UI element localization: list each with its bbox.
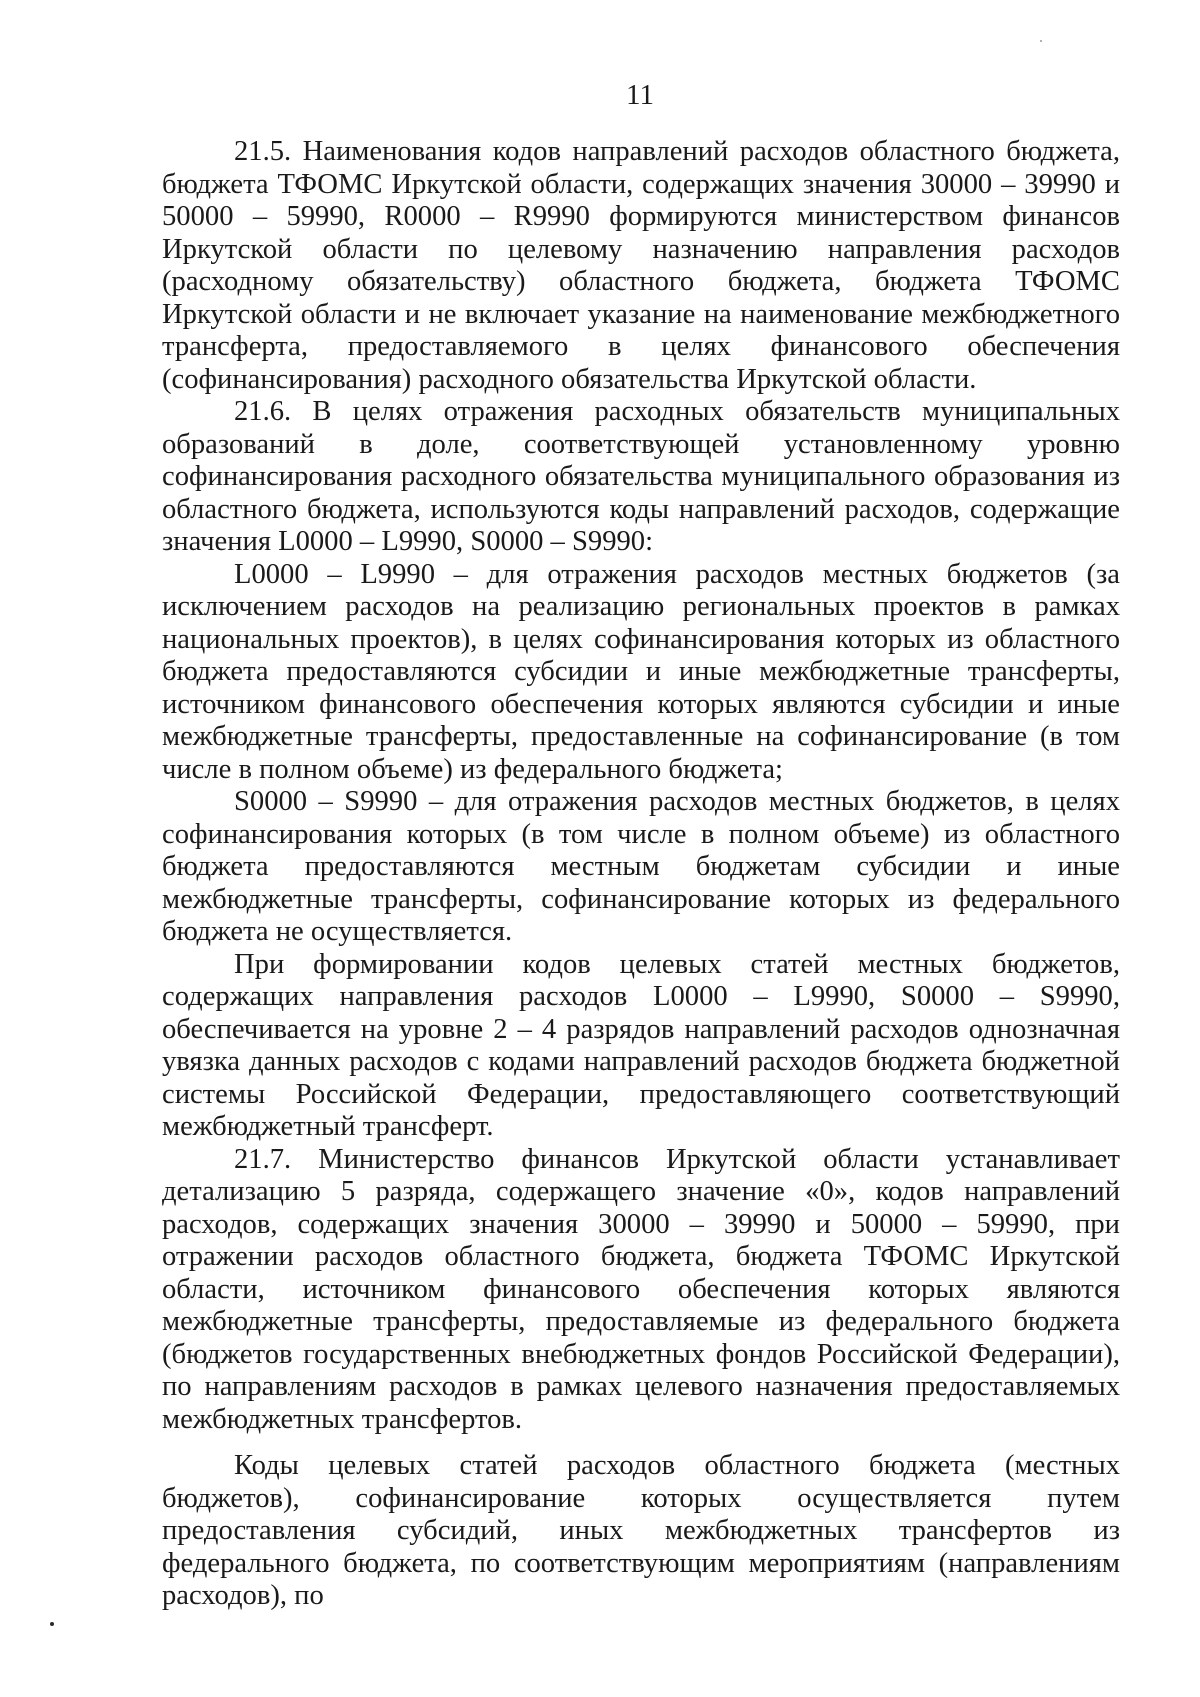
- paragraph-code-formation: При формировании кодов целевых статей местных бюджетов, содержащих направления расходов L0000 – L9990, S0000 – S9990, обеспечивается на уровне 2 – 4 разрядов направлений расходов однозначная увязка данных расходов с кодами направлений расходов бюджета бюджетной системы Российской Федерации, предоставляющего соответствующий межбюджетный трансферт.: [162, 948, 1120, 1142]
- paragraph-l-codes: L0000 – L9990 – для отражения расходов местных бюджетов (за исключением расходов на реализацию региональных проектов в рамках национальных проектов), в целях софинансирования которых из областного бюджета предоставляются субсидии и иные межбюджетные трансферты, источником финансового обеспечения которых являются субсидии и иные межбюджетные трансферты, предоставленные на софинансирование (в том числе в полном объеме) из федерального бюджета;: [162, 558, 1120, 785]
- paragraph-21-7: 21.7. Министерство финансов Иркутской области устанавливает детализацию 5 разряда, содержащего значение «0», кодов направлений расходов, содержащих значения 30000 – 39990 и 50000 – 59990, при отражении расходов областного бюджета, бюджета ТФОМС Иркутской области, источником финансового обеспечения которых являются межбюджетные трансферты, предоставляемые из федерального бюджета (бюджетов государственных внебюджетных фондов Российской Федерации), по направлениям расходов в рамках целевого назначения предоставляемых межбюджетных трансфертов.: [162, 1143, 1120, 1435]
- page-number: 11: [626, 79, 654, 111]
- paragraph-21-6: 21.6. В целях отражения расходных обязательств муниципальных образований в доле, соответствующей установленному уровню софинансирования расходного обязательства муниципального образования из областного бюджета, используются коды направлений расходов, содержащие значения L0000 – L9990, S0000 – S9990:: [162, 396, 1120, 557]
- scan-speck: [50, 1622, 54, 1626]
- paragraph-21-5: 21.5. Наименования кодов направлений расходов областного бюджета, бюджета ТФОМС Иркутской области, содержащих значения 30000 – 39990 и 50000 – 59990, R0000 – R9990 формируются министерством финансов Иркутской области по целевому назначению направления расходов (расходному обязательству) областного бюджета, бюджета ТФОМС Иркутской области и не включает указание на наименование межбюджетного трансферта, предоставляемого в целях финансового обеспечения (софинансирования) расходного обязательства Иркутской области.: [162, 136, 1120, 395]
- document-body: [162, 136, 1120, 1613]
- paragraph-s-codes: S0000 – S9990 – для отражения расходов местных бюджетов, в целях софинансирования которых (в том числе в полном объеме) из областного бюджета предоставляются местным бюджетам субсидии и иные межбюджетные трансферты, софинансирование которых из федерального бюджета не осуществляется.: [162, 786, 1120, 947]
- scan-speck: [1040, 40, 1042, 42]
- paragraph-target-codes: Коды целевых статей расходов областного бюджета (местных бюджетов), софинансирование которых осуществляется путем предоставления субсидий, иных межбюджетных трансфертов из федерального бюджета, по соответствующим мероприятиям (направлениям расходов), по: [162, 1450, 1120, 1611]
